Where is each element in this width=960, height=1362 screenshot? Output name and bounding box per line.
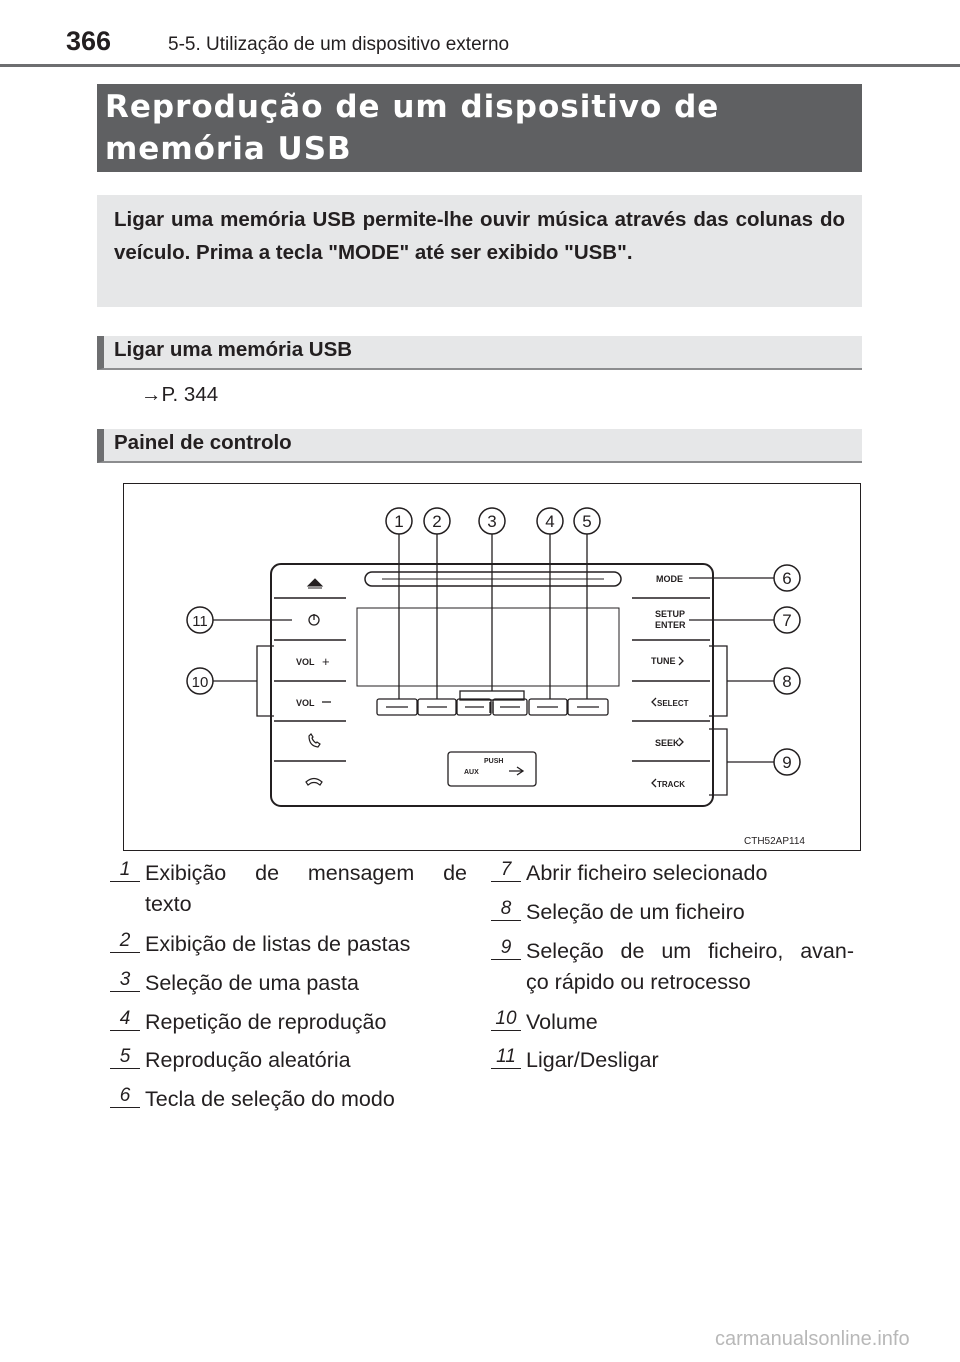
- callout-1: 1: [394, 512, 404, 531]
- setup-label: SETUP: [655, 609, 686, 619]
- callout-9: 9: [782, 753, 792, 772]
- legend-text: Volume: [526, 1010, 598, 1034]
- callout-11: 11: [192, 613, 208, 630]
- legend-number: 9: [491, 937, 521, 960]
- subheading-control-panel: [97, 429, 862, 463]
- callout-8: 8: [782, 672, 792, 691]
- push-label: PUSH: [484, 758, 504, 765]
- hangup-icon: [306, 779, 322, 786]
- legend-number: 1: [110, 859, 140, 882]
- tune-label: TUNE: [651, 656, 676, 666]
- select-label: SELECT: [657, 699, 689, 708]
- legend-text: Tecla de seleção do modo: [145, 1087, 395, 1111]
- legend-text: Exibição de listas de pastas: [145, 932, 411, 956]
- header-divider: [0, 64, 960, 67]
- legend-number: 11: [491, 1046, 521, 1069]
- diagram-code: CTH52AP114: [744, 836, 805, 847]
- legend-number: 10: [491, 1008, 521, 1031]
- usb-icon: [509, 767, 523, 775]
- legend-text: Seleção de uma pasta: [145, 971, 359, 995]
- legend-number: 2: [110, 930, 140, 953]
- callout-7: 7: [782, 611, 792, 630]
- subheading-label: Ligar uma memória USB: [114, 338, 353, 361]
- title-banner: [97, 84, 862, 172]
- plus-icon: +: [322, 654, 330, 669]
- legend-text: Ligar/Desligar: [526, 1048, 659, 1072]
- control-panel-diagram: [123, 483, 861, 851]
- legend-number: 6: [110, 1085, 140, 1108]
- legend-text: Reprodução aleatória: [145, 1048, 351, 1072]
- legend-text: Abrir ficheiro selecionado: [526, 861, 768, 885]
- intro-text: Ligar uma memória USB permite-lhe ouvir música através das colunas do veículo. Prima a tecla "MODE" até ser exibido "USB".: [114, 208, 845, 264]
- legend-text: Exibição de mensagem de: [145, 861, 467, 885]
- legend-number: 5: [110, 1046, 140, 1069]
- legend-number: 4: [110, 1008, 140, 1031]
- legend-number: 3: [110, 969, 140, 992]
- vol-plus-label: VOL: [296, 657, 315, 667]
- phone-icon: [309, 734, 320, 747]
- legend-number: 7: [491, 859, 521, 882]
- vol-minus-label: VOL: [296, 698, 315, 708]
- chevron-right-icon: [679, 738, 683, 746]
- track-label: TRACK: [657, 780, 685, 789]
- subheading-label: Painel de controlo: [114, 431, 292, 454]
- eject-icon: [308, 579, 322, 588]
- control-panel-illustration: [124, 484, 860, 850]
- subheading-connect-usb: [97, 336, 862, 370]
- callout-10: 10: [191, 674, 209, 691]
- chevron-left-icon: [652, 779, 656, 787]
- legend-text: Repetição de reprodução: [145, 1010, 387, 1034]
- enter-label: ENTER: [655, 620, 686, 630]
- legend-text: Seleção de um ficheiro, avan-: [526, 939, 854, 963]
- callout-3: 3: [487, 512, 497, 531]
- seek-label: SEEK: [655, 738, 680, 748]
- page-title: Reprodução de um dispositivo de memória USB: [105, 89, 720, 167]
- callout-5: 5: [582, 512, 592, 531]
- watermark: carmanualsonline.info: [715, 1328, 910, 1350]
- legend-text: ço rápido ou retrocesso: [526, 970, 751, 994]
- chevron-right-icon: [679, 657, 683, 665]
- legend-text: Seleção de um ficheiro: [526, 900, 745, 924]
- callout-4: 4: [545, 512, 555, 531]
- legend-number: 8: [491, 898, 521, 921]
- intro-box: [97, 195, 862, 307]
- aux-label: AUX: [464, 769, 479, 776]
- callout-2: 2: [432, 512, 442, 531]
- callout-6: 6: [782, 569, 792, 588]
- page-reference-link[interactable]: →P. 344: [141, 383, 219, 406]
- chevron-left-icon: [652, 698, 656, 706]
- section-title: 5-5. Utilização de um dispositivo externo: [168, 34, 510, 55]
- page-number: 366: [66, 26, 112, 56]
- page-header: [0, 0, 960, 66]
- mode-label: MODE: [656, 574, 683, 584]
- legend-text: texto: [145, 892, 192, 916]
